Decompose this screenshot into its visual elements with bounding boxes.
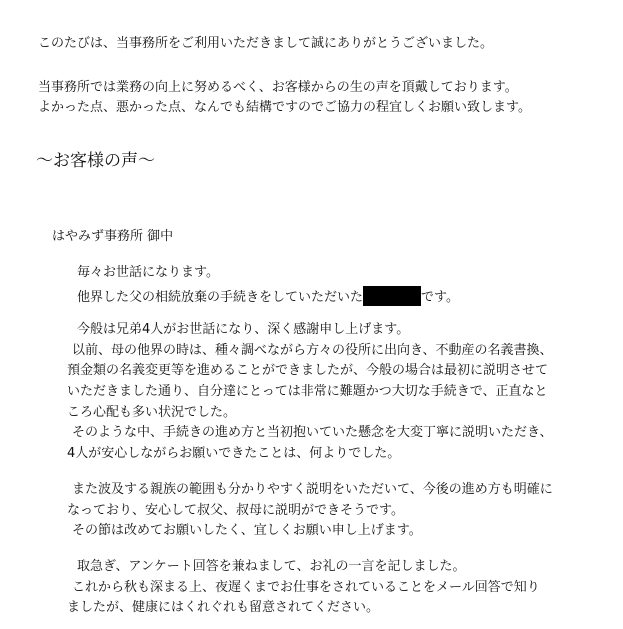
letter-paragraph-1-start: 他界した父の相続放棄の手続きをしていただいた (77, 290, 364, 305)
letter-greeting: 毎々お世話になります。 (77, 265, 219, 280)
letter-line-5: ころ心配も多い状況でした。 (67, 405, 237, 420)
letter-line-4: いただきました通り、自分達にとっては非常に難題かつ大切な手続きで、正直なと (67, 384, 548, 399)
letter-line-3: 預金類の名義変更等を進めることができましたが、今般の場合は最初に説明させて (67, 363, 549, 378)
intro-line-2: 当事務所では業務の向上に努めるべく、お客様からの生の声を頂戴しております。 (38, 80, 518, 95)
letter-addressee: はやみず事務所 御中 (52, 229, 174, 244)
letter-paragraph-1 (77, 286, 459, 306)
letter-line-9: なっており、安心して叔父、叔母に説明ができそうです。 (67, 503, 404, 518)
letter-line-10: その節は改めてお願いしたく、宜しくお願い申し上げます。 (72, 523, 422, 538)
letter-line-1: 今般は兄弟4人がお世話になり、深く感謝申し上げます。 (77, 322, 410, 337)
intro-line-3: よかった点、悪かった点、なんでも結構ですのでご協力の程宜しくお願い致します。 (38, 100, 531, 115)
letter-line-13: ましたが、健康にはくれぐれも留意されてください。 (67, 600, 380, 615)
redaction-box (363, 286, 421, 306)
intro-line-1: このたびは、当事務所をご利用いただきまして誠にありがとうございました。 (38, 36, 494, 51)
letter-line-11: 取急ぎ、アンケート回答を兼ねまして、お礼の一言を記しました。 (77, 559, 466, 574)
letter-line-6: そのような中、手続きの進め方と当初抱いていた懸念を大変丁寧に説明いただき、 (72, 425, 553, 440)
letter-line-12: これから秋も深まる上、夜遅くまでお仕事をされていることをメール回答で知り (72, 580, 540, 595)
letter-paragraph-1-end: です。 (421, 290, 459, 305)
letter-line-2: 以前、母の他界の時は、種々調べながら方々の役所に出向き、不動産の名義書換、 (72, 343, 553, 358)
letter-line-8: また波及する親族の範囲も分かりやすく説明をいただいて、今後の進め方も明確に (72, 482, 553, 497)
section-heading: ～お客様の声～ (36, 151, 155, 171)
letter-line-7: 4人が安心しながらお願いできたことは、何よりでした。 (67, 446, 401, 461)
